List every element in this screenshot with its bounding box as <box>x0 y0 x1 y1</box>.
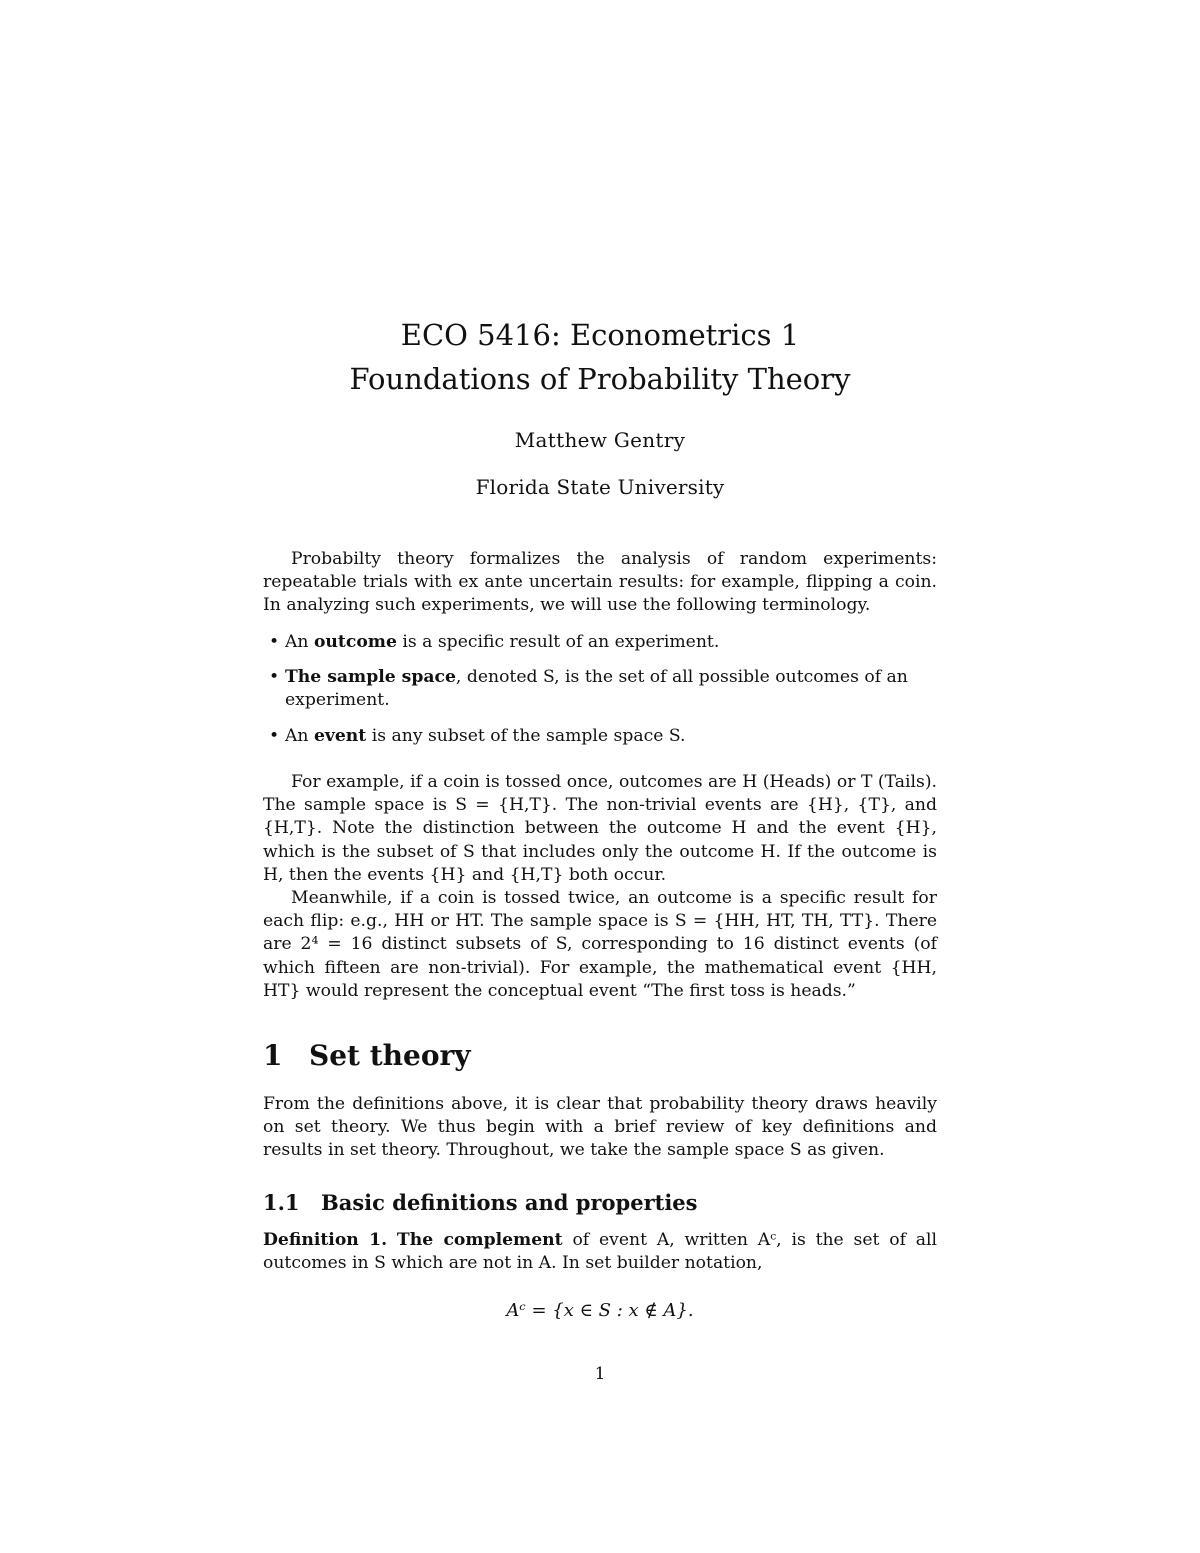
subsection-number: 1.1 <box>263 1190 300 1215</box>
section-number: 1 <box>263 1039 283 1072</box>
definition-block <box>263 1229 937 1275</box>
document-title: ECO 5416: Econometrics 1 <box>400 318 800 352</box>
subsection-title: Basic definitions and properties <box>321 1190 698 1215</box>
definition-text: of event A, written Aᶜ, is the set of all outcomes in S which are not in A. In set builder notation, <box>263 1230 938 1274</box>
page-number: 1 <box>594 1364 606 1384</box>
term-sample-space: The sample space <box>285 667 456 688</box>
subsection-heading <box>263 1190 698 1215</box>
bullet-icon: • <box>269 725 280 746</box>
definition-term: The complement <box>396 1230 563 1250</box>
list-item: • The sample space, denoted S, is the set of all possible outcomes of an experiment. <box>269 667 908 711</box>
example-paragraph-1: For example, if a coin is tossed once, outcomes are H (Heads) or T (Tails). The sample space is S = {H,T}. The non-trivial events are {H}, {T}, and {H,T}. Note the distinction between the outcome H and the event {H}, which is the subset of S that includes only the outcome H. If the outcome is H, then the events {H} and {H,T} both occur. <box>263 772 937 885</box>
term-event: event <box>313 725 367 746</box>
intro-paragraph: Probabilty theory formalizes the analysis of random experiments: repeatable trials with ex ante uncertain results: for example, flipping a coin. In analyzing such experiments, we will use the following terminology. <box>263 549 937 616</box>
example-paragraph-2: Meanwhile, if a coin is tossed twice, an outcome is a specific result for each flip: e.g., HH or HT. The sample space is S = {HH, HT, TH, TT}. There are 2⁴ = 16 distinct subsets of S, corresponding to 16 distinct events (of which fifteen are non-trivial). For example, the mathematical event {HH, HT} would represent the conceptual event “The first toss is heads.” <box>263 888 937 1001</box>
author-name: Matthew Gentry <box>514 428 686 452</box>
list-item: • An event is any subset of the sample space S. <box>263 725 937 748</box>
term-outcome: outcome <box>313 632 397 652</box>
complement-equation: Aᶜ = {x ∈ S : x ∉ A}. <box>506 1300 694 1321</box>
section-heading <box>263 1039 471 1072</box>
list-item: • An outcome is a specific result of an experiment. <box>263 631 937 654</box>
definition-label: Definition 1. <box>263 1230 388 1250</box>
section-title: Set theory <box>309 1039 471 1072</box>
bullet-icon: • <box>269 632 280 652</box>
examples-block <box>263 771 937 1003</box>
terminology-list <box>263 631 937 760</box>
section-paragraph: From the definitions above, it is clear that probability theory draws heavily on set theory. We thus begin with a brief review of key definitions and results in set theory. Throughout, we take the sample space S as given. <box>263 1094 937 1161</box>
document-subtitle: Foundations of Probability Theory <box>349 362 851 396</box>
bullet-icon: • <box>269 667 280 688</box>
author-affiliation: Florida State University <box>475 475 725 499</box>
